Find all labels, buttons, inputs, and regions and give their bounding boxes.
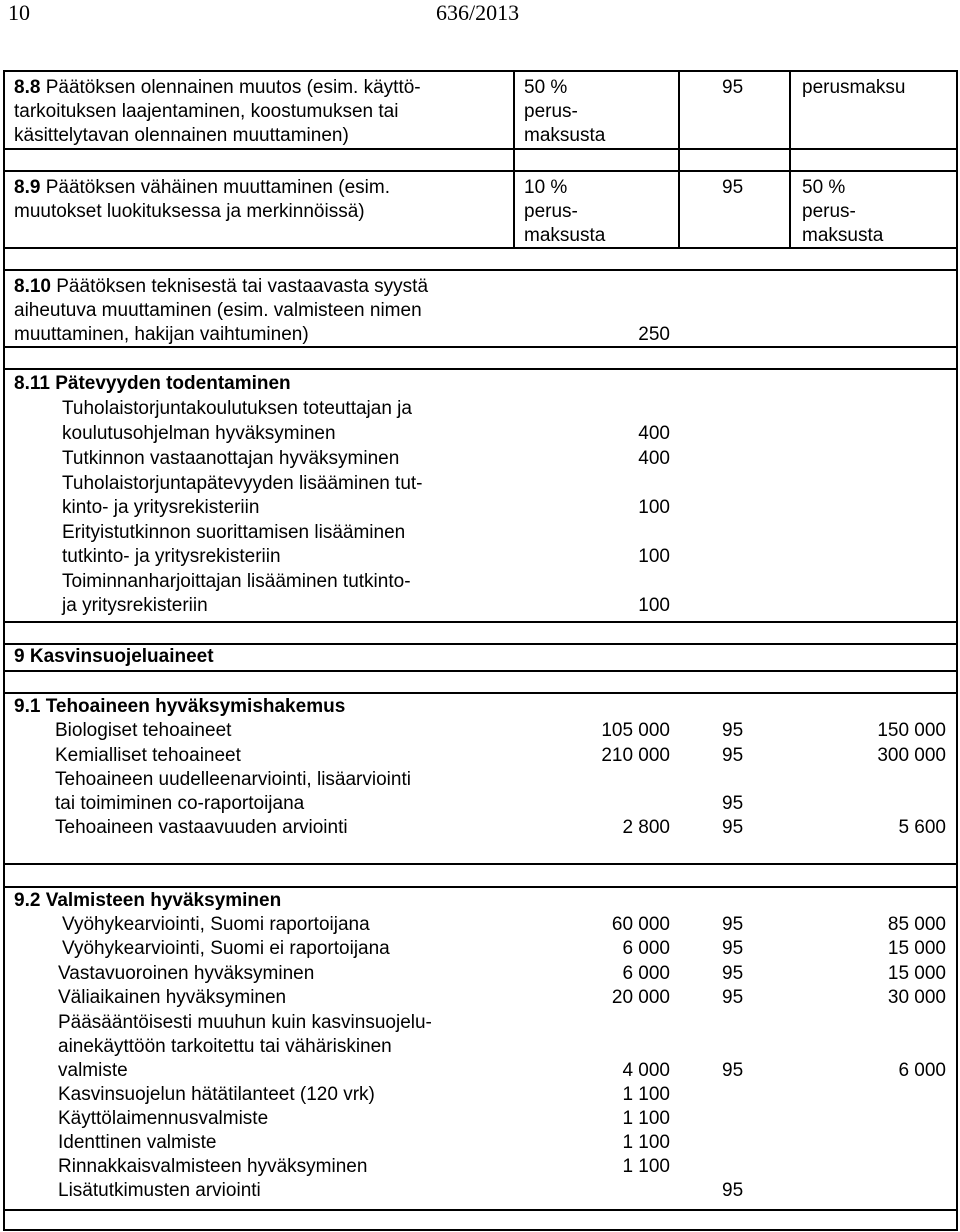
- fee-value: 2 800: [622, 817, 670, 838]
- fee-value: 1 100: [622, 1132, 670, 1153]
- item-text: Biologiset tehoaineet: [55, 720, 232, 741]
- item-text: ja yritysrekisteriin: [62, 595, 208, 616]
- code-value: 95: [722, 1180, 744, 1201]
- fee-value: perus-: [524, 201, 578, 222]
- item-text: ainekäyttöön tarkoitettu tai vähäriskinen: [58, 1036, 392, 1057]
- row-divider: [3, 863, 956, 865]
- fee-value: 6 000: [622, 963, 670, 984]
- item-text: Tehoaineen vastaavuuden arviointi: [55, 817, 348, 838]
- item-text: Identtinen valmiste: [58, 1132, 217, 1153]
- item-text: Kasvinsuojelun hätätilanteet (120 vrk): [58, 1084, 375, 1105]
- fee-value: 50 %: [524, 77, 568, 98]
- note-value: perus-: [802, 201, 856, 222]
- fee-value: 60 000: [611, 914, 670, 935]
- row-divider: [3, 170, 956, 172]
- section-8-11-title: 8.11 Pätevyyden todentaminen: [14, 373, 291, 394]
- row-divider: [3, 692, 956, 694]
- fee-value: 105 000: [601, 720, 670, 741]
- code-value: 95: [722, 914, 744, 935]
- row-divider: [3, 148, 956, 150]
- code-value: 95: [722, 817, 744, 838]
- fee-value: 1 100: [622, 1108, 670, 1129]
- fee-value: 4 000: [622, 1060, 670, 1081]
- item-text: Vyöhykearviointi, Suomi ei raportoijana: [62, 938, 390, 959]
- fee-value: 210 000: [601, 745, 670, 766]
- item-text: Tuholaistorjuntapätevyyden lisääminen tut-: [62, 473, 423, 494]
- fee-value: 20 000: [611, 987, 670, 1008]
- note-value: maksusta: [802, 225, 884, 246]
- fee-value: 100: [638, 546, 670, 567]
- item-text: Käyttölaimennusvalmiste: [58, 1108, 269, 1129]
- section-number: 8.9: [14, 177, 41, 198]
- table-top-border: [3, 70, 956, 72]
- row-divider: [3, 670, 956, 672]
- section-8-10-text-line: aiheutuva muuttaminen (esim. valmisteen nimen: [14, 300, 422, 321]
- fee-value: perus-: [524, 101, 578, 122]
- code-value: 95: [722, 177, 744, 198]
- fee-value: 100: [638, 497, 670, 518]
- fee-value: 400: [638, 448, 670, 469]
- section-9-1-title: 9.1 Tehoaineen hyväksymishakemus: [14, 696, 346, 717]
- document-number: 636/2013: [436, 0, 520, 25]
- fee-value: maksusta: [524, 125, 606, 146]
- note-value: 300 000: [877, 745, 946, 766]
- section-8-9-text: 8.9 Päätöksen vähäinen muuttaminen (esim.: [14, 177, 391, 198]
- row-divider: [3, 368, 956, 370]
- note-value: 50 %: [802, 177, 846, 198]
- note-value: 15 000: [887, 938, 946, 959]
- fee-value: 400: [638, 423, 670, 444]
- note-value: perusmaksu: [802, 77, 906, 98]
- note-value: 5 600: [898, 817, 946, 838]
- code-value: 95: [722, 793, 744, 814]
- section-8-10-text: 8.10 Päätöksen teknisestä tai vastaavasta syystä: [14, 276, 429, 297]
- note-value: 6 000: [898, 1060, 946, 1081]
- item-text: Rinnakkaisvalmisteen hyväksyminen: [58, 1156, 368, 1177]
- code-value: 95: [722, 1060, 744, 1081]
- section-9-2-title: 9.2 Valmisteen hyväksyminen: [14, 890, 282, 911]
- item-text: Erityistutkinnon suorittamisen lisääminen: [62, 522, 406, 543]
- row-divider: [3, 621, 956, 623]
- column-divider: [789, 70, 791, 249]
- section-8-8-text-line: käsittelytavan olennainen muuttaminen): [14, 125, 349, 146]
- note-value: 30 000: [887, 987, 946, 1008]
- code-value: 95: [722, 963, 744, 984]
- item-text: tutkinto- ja yritysrekisteriin: [62, 546, 281, 567]
- table-left-border: [3, 70, 5, 1231]
- note-value: 150 000: [877, 720, 946, 741]
- note-value: 15 000: [887, 963, 946, 984]
- item-text: valmiste: [58, 1060, 128, 1081]
- fee-value: 100: [638, 595, 670, 616]
- code-value: 95: [722, 77, 744, 98]
- item-text: tai toimiminen co-raportoijana: [55, 793, 305, 814]
- item-text: Kemialliset tehoaineet: [55, 745, 241, 766]
- row-divider: [3, 269, 956, 271]
- note-value: 85 000: [887, 914, 946, 935]
- fee-value: 1 100: [622, 1156, 670, 1177]
- fee-value: 250: [638, 324, 670, 345]
- section-8-10-text-line: muuttaminen, hakijan vaihtuminen): [14, 324, 309, 345]
- item-text: Tutkinnon vastaanottajan hyväksyminen: [62, 448, 400, 469]
- item-text: Toiminnanharjoittajan lisääminen tutkinto-: [62, 571, 411, 592]
- section-number: 8.10: [14, 276, 51, 297]
- column-divider: [513, 70, 515, 249]
- fee-value: maksusta: [524, 225, 606, 246]
- item-text: Lisätutkimusten arviointi: [58, 1180, 261, 1201]
- code-value: 95: [722, 938, 744, 959]
- table-bottom-border: [3, 1229, 956, 1231]
- item-text: Väliaikainen hyväksyminen: [58, 987, 287, 1008]
- code-value: 95: [722, 745, 744, 766]
- item-text: Vyöhykearviointi, Suomi raportoijana: [62, 914, 370, 935]
- code-value: 95: [722, 987, 744, 1008]
- section-8-8-text-line: tarkoituksen laajentaminen, koostumuksen tai: [14, 101, 399, 122]
- section-8-8-text: 8.8 Päätöksen olennainen muutos (esim. käyttö-: [14, 77, 421, 98]
- code-value: 95: [722, 720, 744, 741]
- fee-value: 1 100: [622, 1084, 670, 1105]
- table-right-border: [956, 70, 958, 1231]
- column-divider: [678, 70, 680, 249]
- section-9-title: 9 Kasvinsuojeluaineet: [14, 646, 214, 667]
- item-text: kinto- ja yritysrekisteriin: [62, 497, 260, 518]
- row-divider: [3, 1209, 956, 1211]
- item-text: Vastavuoroinen hyväksyminen: [58, 963, 315, 984]
- page-number: 10: [8, 0, 30, 25]
- item-text: Tehoaineen uudelleenarviointi, lisäarviointi: [55, 769, 411, 790]
- section-8-9-text-line: muutokset luokituksessa ja merkinnöissä): [14, 201, 365, 222]
- item-text: koulutusohjelman hyväksyminen: [62, 423, 336, 444]
- fee-value: 6 000: [622, 938, 670, 959]
- row-divider: [3, 886, 956, 888]
- item-text: Tuholaistorjuntakoulutuksen toteuttajan ja: [62, 398, 412, 419]
- section-number: 8.8: [14, 77, 41, 98]
- fee-value: 10 %: [524, 177, 568, 198]
- item-text: Pääsääntöisesti muuhun kuin kasvinsuojelu-: [58, 1012, 432, 1033]
